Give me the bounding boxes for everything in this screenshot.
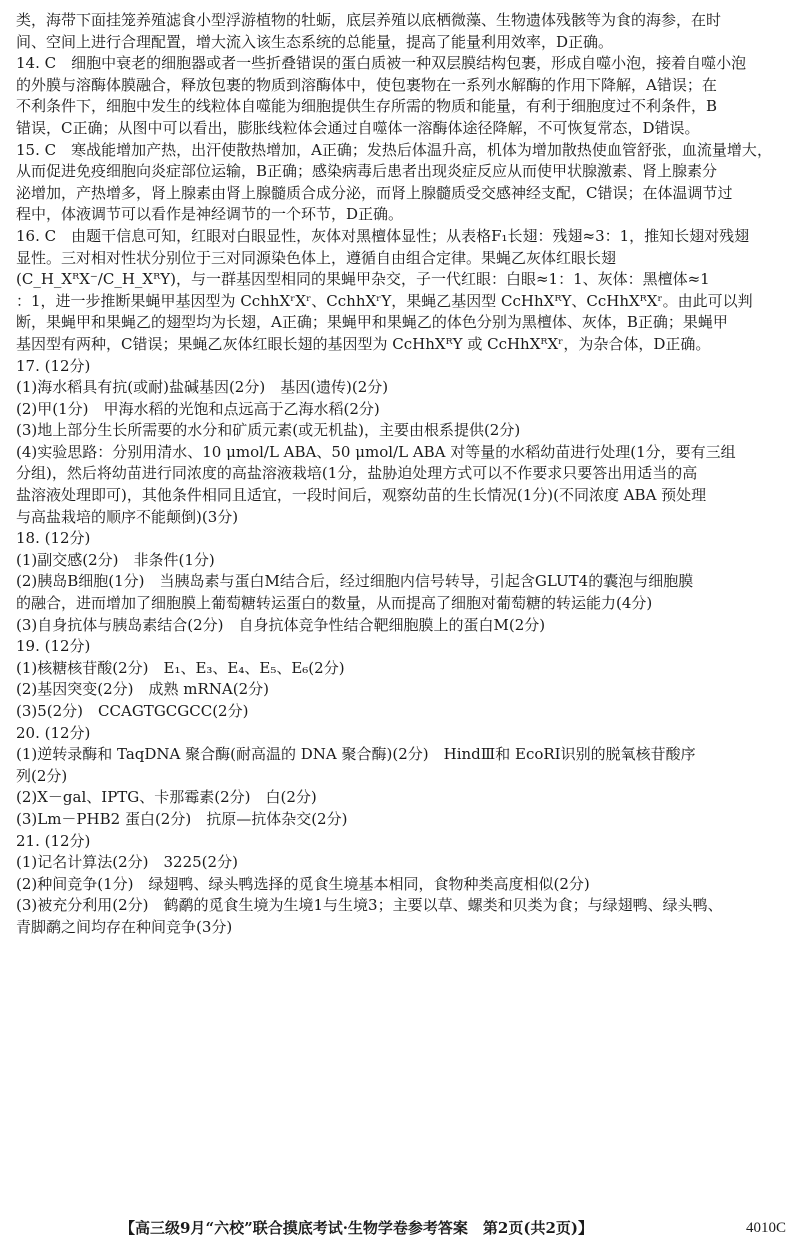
text-line: 错误，C正确；从图中可以看出，膨胀线粒体会通过自噬体一溶酶体途径降解，不可恢复常态，D错误。 bbox=[16, 118, 700, 137]
text-line: 基因型有两种，C错误；果蝇乙灰体红眼长翅的基因型为 CcHhXᴿY 或 CcHhXᴿXʳ，为杂合体，D正确。 bbox=[16, 334, 711, 353]
text-line: (3)地上部分生长所需要的水分和矿质元素(或无机盐)，主要由根系提供(2分) bbox=[16, 421, 521, 440]
text-line: (1)海水稻具有抗(或耐)盐碱基因(2分) 基因(遗传)(2分) bbox=[16, 378, 389, 397]
text-line: 17. (12分) bbox=[16, 356, 91, 375]
text-line: 泌增加，产热增多，肾上腺素由肾上腺髓质合成分泌，而肾上腺髓质受交感神经支配，C错误；在体温调节过 bbox=[16, 183, 733, 202]
text-line: 的融合，进而增加了细胞膜上葡萄糖转运蛋白的数量，从而提高了细胞对葡萄糖的转运能力(4分) bbox=[16, 594, 653, 613]
text-line: 15. C 寒战能增加产热，出汗使散热增加，A正确；发热后体温升高，机体为增加散热使血管舒张，血流量增大， bbox=[16, 140, 772, 159]
text-line: 不利条件下，细胞中发生的线粒体自噬能为细胞提供生存所需的物质和能量，有利于细胞度过不利条件，B bbox=[16, 97, 718, 116]
text-line: (2)X－gal、IPTG、卡那霉素(2分) 白(2分) bbox=[16, 788, 317, 807]
text-line: (2)甲(1分) 甲海水稻的光饱和点远高于乙海水稻(2分) bbox=[16, 399, 380, 418]
text-line: (3)自身抗体与胰岛素结合(2分) 自身抗体竞争性结合靶细胞膜上的蛋白M(2分) bbox=[16, 615, 546, 634]
answer-key-body bbox=[16, 10, 786, 939]
text-line: (C_H_XᴿX⁻/C_H_XᴿY)，与一群基因型相同的果蝇甲杂交，子一代红眼：白眼≈1：1、灰体：黑檀体≈1 bbox=[16, 270, 710, 289]
text-line: 盐溶液处理即可)，其他条件相同且适宜，一段时间后，观察幼苗的生长情况(1分)(不同浓度 ABA 预处理 bbox=[16, 486, 707, 505]
text-line: 显性。三对相对性状分别位于三对同源染色体上，遵循自由组合定律。果蝇乙灰体红眼长翅 bbox=[16, 248, 617, 267]
text-line: (3)Lm－PHB2 蛋白(2分) 抗原—抗体杂交(2分) bbox=[16, 809, 348, 828]
text-line: 16. C 由题干信息可知，红眼对白眼显性，灰体对黑檀体显性；从表格F₁长翅：残翅≈3：1，推知长翅对残翅 bbox=[16, 226, 750, 245]
text-line: 14. C 细胞中衰老的细胞器或者一些折叠错误的蛋白质被一种双层膜结构包裹，形成自噬小泡，接着自噬小泡 bbox=[16, 54, 747, 73]
text-line: 21. (12分) bbox=[16, 831, 91, 850]
text-line: (1)逆转录酶和 TaqDNA 聚合酶(耐高温的 DNA 聚合酶)(2分) HindⅢ和 EcoRⅠ识别的脱氧核苷酸序 bbox=[16, 745, 696, 764]
text-line: (2)胰岛B细胞(1分) 当胰岛素与蛋白M结合后，经过细胞内信号转导，引起含GLUT4的囊泡与细胞膜 bbox=[16, 572, 694, 591]
text-line: (3)5(2分) CCAGTGCGCC(2分) bbox=[16, 702, 249, 720]
text-line: 与高盐栽培的顺序不能颠倒)(3分) bbox=[16, 507, 239, 526]
text-line: (3)被充分利用(2分) 鹤鹬的觅食生境为生境1与生境3；主要以草、螺类和贝类为食；与绿翅鸭、绿头鸭、 bbox=[16, 896, 723, 915]
text-line: 列(2分) bbox=[16, 766, 68, 785]
text-line: 程中，体液调节可以看作是神经调节的一个环节，D正确。 bbox=[16, 205, 404, 224]
text-line: 20. (12分) bbox=[16, 723, 91, 742]
text-line: (2)基因突变(2分) 成熟 mRNA(2分) bbox=[16, 680, 269, 699]
text-line: 的外膜与溶酶体膜融合，释放包裹的物质到溶酶体中，使包裹物在一系列水解酶的作用下降解，A错误；在 bbox=[16, 75, 717, 94]
text-line: (4)实验思路：分别用清水、10 μmol/L ABA、50 μmol/L ABA 对等量的水稻幼苗进行处理(1分，要有三组 bbox=[16, 442, 736, 461]
text-line: (1)核糖核苷酸(2分) E₁、E₃、E₄、E₅、E₆(2分) bbox=[16, 658, 345, 677]
footer-code: 4010C bbox=[745, 1220, 786, 1236]
footer-title: 【高三级9月“六校”联合摸底考试·生物学卷参考答案 第2页(共2页)】 bbox=[120, 1219, 593, 1237]
text-line: 青脚鹬之间均存在种间竞争(3分) bbox=[16, 917, 233, 936]
text-line: (1)副交感(2分) 非条件(1分) bbox=[16, 550, 215, 569]
text-line: (1)记名计算法(2分) 3225(2分) bbox=[16, 853, 238, 872]
text-line: 从而促进免疫细胞向炎症部位运输，B正确；感染病毒后患者出现炎症反应从而使甲状腺激素、肾上腺素分 bbox=[16, 162, 718, 181]
text-line: 18. (12分) bbox=[16, 529, 91, 548]
text-line: 分组)，然后将幼苗进行同浓度的高盐溶液栽培(1分，盐胁迫处理方式可以不作要求只要答出用适当的高 bbox=[16, 464, 698, 483]
text-line: ：1，进一步推断果蝇甲基因型为 CchhXʳXʳ、CchhXʳY，果蝇乙基因型 CcHhXᴿY、CcHhXᴿXʳ。由此可以判 bbox=[16, 291, 753, 310]
text-line: 间、空间上进行合理配置，增大流入该生态系统的总能量，提高了能量利用效率，D正确。 bbox=[16, 32, 614, 51]
text-line: 19. (12分) bbox=[16, 637, 91, 656]
text-line: 断，果蝇甲和果蝇乙的翅型均为长翅，A正确；果蝇甲和果蝇乙的体色分别为黑檀体、灰体，B正确；果蝇甲 bbox=[16, 313, 728, 332]
text-line: (2)种间竞争(1分) 绿翅鸭、绿头鸭选择的觅食生境基本相同，食物种类高度相似(2分) bbox=[16, 874, 590, 893]
text-line: 类，海带下面挂笼养殖滤食小型浮游植物的牡蛎，底层养殖以底栖微藻、生物遗体残骸等为食的海参，在时 bbox=[16, 11, 722, 29]
